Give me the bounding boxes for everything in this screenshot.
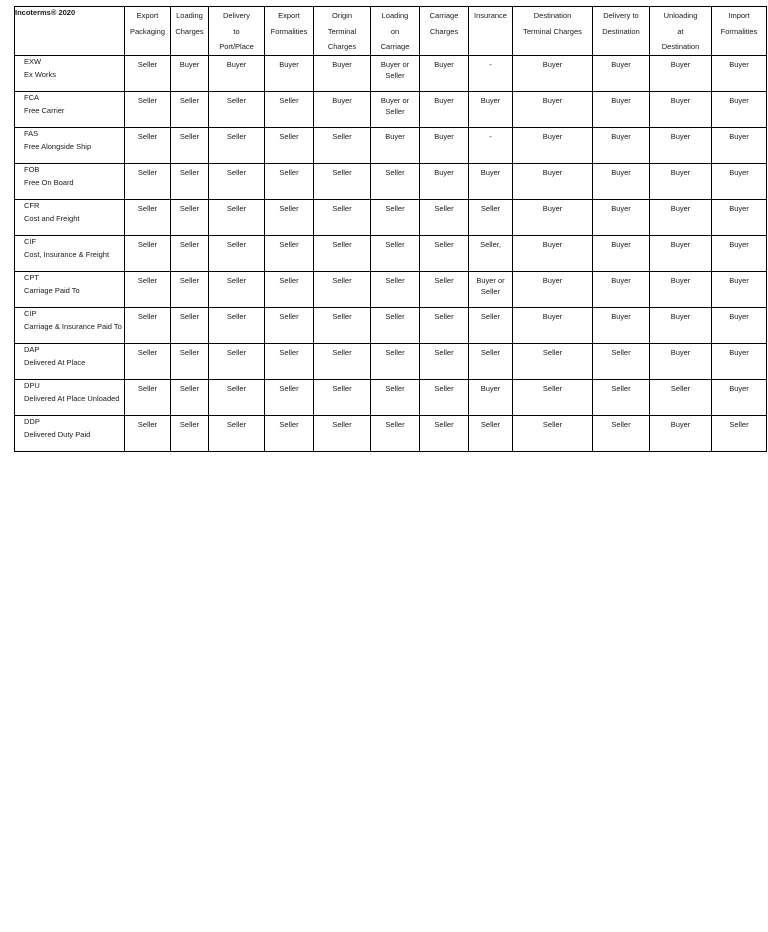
- responsibility-cell: Seller: [371, 271, 420, 307]
- term-cell: [15, 163, 125, 199]
- term-code: FAS: [24, 128, 39, 138]
- responsibility-cell: Seller: [314, 127, 371, 163]
- column-header: [469, 7, 513, 56]
- column-header-line: Unloading: [663, 11, 698, 20]
- column-header: [371, 7, 420, 56]
- responsibility-cell: Seller: [171, 163, 209, 199]
- term-name: Free Carrier: [24, 105, 65, 115]
- responsibility-cell: Seller: [469, 343, 513, 379]
- column-header: [420, 7, 469, 56]
- responsibility-cell: Seller: [469, 307, 513, 343]
- term-code: DPU: [24, 380, 40, 390]
- responsibility-cell: Buyer: [314, 55, 371, 91]
- responsibility-cell: Buyer: [593, 235, 650, 271]
- responsibility-cell: -: [469, 127, 513, 163]
- responsibility-cell: Seller: [125, 91, 171, 127]
- responsibility-cell: Seller: [371, 199, 420, 235]
- responsibility-cell: Seller: [469, 415, 513, 451]
- term-name: Delivered Duty Paid: [24, 429, 91, 439]
- column-header-line: Port/Place: [219, 42, 254, 51]
- responsibility-cell: Seller: [371, 343, 420, 379]
- responsibility-cell: Buyer: [513, 199, 593, 235]
- table-row: [15, 199, 767, 235]
- term-name: Free Alongside Ship: [24, 141, 92, 151]
- responsibility-cell: Seller: [513, 343, 593, 379]
- responsibility-cell: Seller: [171, 307, 209, 343]
- responsibility-cell: Seller: [209, 91, 265, 127]
- responsibility-cell: Seller: [371, 235, 420, 271]
- term-cell: [15, 91, 125, 127]
- responsibility-cell: Seller: [314, 307, 371, 343]
- responsibility-cell: Buyer or Seller: [469, 271, 513, 307]
- term-name: Free On Board: [24, 177, 74, 187]
- responsibility-cell: Seller: [371, 379, 420, 415]
- term-code: CIP: [24, 308, 37, 318]
- responsibility-cell: Seller: [125, 343, 171, 379]
- responsibility-cell: Seller: [265, 163, 314, 199]
- column-header-line: Charges: [175, 26, 204, 36]
- column-header: [125, 7, 171, 56]
- responsibility-cell: Buyer: [712, 55, 767, 91]
- column-header-line: Carriage: [380, 42, 410, 51]
- responsibility-cell: Seller: [171, 343, 209, 379]
- responsibility-cell: Seller: [171, 235, 209, 271]
- incoterms-table: [14, 6, 767, 452]
- responsibility-cell: Seller: [125, 163, 171, 199]
- column-header-line: Destination: [602, 26, 640, 36]
- responsibility-cell: Buyer: [650, 271, 712, 307]
- responsibility-cell: Seller: [209, 271, 265, 307]
- column-header-line: Export: [278, 11, 300, 20]
- responsibility-cell: Seller: [593, 415, 650, 451]
- responsibility-cell: Buyer: [650, 199, 712, 235]
- column-header: [314, 7, 371, 56]
- responsibility-cell: Buyer: [593, 91, 650, 127]
- term-cell: [15, 307, 125, 343]
- responsibility-cell: Buyer: [650, 91, 712, 127]
- responsibility-cell: Seller: [171, 415, 209, 451]
- table-row: [15, 343, 767, 379]
- table-row: [15, 415, 767, 451]
- responsibility-cell: Buyer: [513, 91, 593, 127]
- responsibility-cell: Buyer: [469, 91, 513, 127]
- column-header-line: Carriage: [429, 11, 459, 20]
- responsibility-cell: Seller: [712, 415, 767, 451]
- column-header: [650, 7, 712, 56]
- term-cell: [15, 127, 125, 163]
- term-code: CPT: [24, 272, 39, 282]
- responsibility-cell: Seller: [209, 199, 265, 235]
- column-header-line: Destination: [661, 42, 700, 51]
- responsibility-cell: Seller: [265, 91, 314, 127]
- table-row: [15, 271, 767, 307]
- responsibility-cell: Buyer: [712, 307, 767, 343]
- responsibility-cell: Buyer: [171, 55, 209, 91]
- responsibility-cell: Buyer: [371, 127, 420, 163]
- responsibility-cell: Seller: [420, 199, 469, 235]
- term-code: FOB: [24, 164, 40, 174]
- term-code: DDP: [24, 416, 40, 426]
- column-header-line: on: [390, 26, 400, 36]
- responsibility-cell: Seller: [593, 379, 650, 415]
- responsibility-cell: Seller: [513, 415, 593, 451]
- term-code: CIF: [24, 236, 37, 246]
- responsibility-cell: Seller: [265, 199, 314, 235]
- document-page: [14, 6, 767, 452]
- column-header: [712, 7, 767, 56]
- responsibility-cell: Buyer: [513, 163, 593, 199]
- responsibility-cell: Seller: [371, 415, 420, 451]
- responsibility-cell: Seller: [420, 307, 469, 343]
- responsibility-cell: Buyer: [712, 271, 767, 307]
- responsibility-cell: Seller: [209, 343, 265, 379]
- table-body: [15, 55, 767, 451]
- table-row: [15, 127, 767, 163]
- responsibility-cell: Seller,: [469, 235, 513, 271]
- responsibility-cell: Seller: [314, 343, 371, 379]
- responsibility-cell: Buyer: [420, 91, 469, 127]
- responsibility-cell: Seller: [125, 307, 171, 343]
- responsibility-cell: Seller: [125, 55, 171, 91]
- responsibility-cell: Buyer: [650, 235, 712, 271]
- column-header-line: Formalities: [720, 26, 758, 36]
- column-header: [209, 7, 265, 56]
- responsibility-cell: Buyer: [593, 199, 650, 235]
- responsibility-cell: Seller: [371, 307, 420, 343]
- responsibility-cell: Seller: [420, 415, 469, 451]
- responsibility-cell: Seller: [265, 307, 314, 343]
- responsibility-cell: Seller: [513, 379, 593, 415]
- responsibility-cell: Buyer or Seller: [371, 91, 420, 127]
- term-cell: [15, 235, 125, 271]
- term-name: Cost and Freight: [24, 213, 80, 223]
- responsibility-cell: Buyer: [712, 91, 767, 127]
- term-name: Carriage Paid To: [24, 285, 80, 295]
- responsibility-cell: Seller: [209, 127, 265, 163]
- column-header-line: Delivery: [222, 11, 251, 20]
- term-name: Cost, Insurance & Freight: [24, 249, 110, 259]
- responsibility-cell: Buyer: [650, 55, 712, 91]
- column-header: [171, 7, 209, 56]
- responsibility-cell: Seller: [420, 235, 469, 271]
- column-header-line: at: [677, 26, 684, 36]
- table-row: [15, 163, 767, 199]
- responsibility-cell: Buyer: [265, 55, 314, 91]
- responsibility-cell: Seller: [125, 199, 171, 235]
- term-name: Ex Works: [24, 69, 56, 79]
- responsibility-cell: Buyer: [593, 55, 650, 91]
- responsibility-cell: Buyer or Seller: [371, 55, 420, 91]
- term-cell: [15, 271, 125, 307]
- responsibility-cell: Seller: [265, 379, 314, 415]
- responsibility-cell: Seller: [125, 127, 171, 163]
- term-code: EXW: [24, 56, 42, 66]
- responsibility-cell: Seller: [650, 379, 712, 415]
- column-header-line: Import: [728, 11, 750, 20]
- responsibility-cell: Seller: [171, 199, 209, 235]
- responsibility-cell: Buyer: [420, 55, 469, 91]
- table-row: [15, 307, 767, 343]
- column-header-line: to: [233, 26, 240, 36]
- responsibility-cell: Buyer: [469, 379, 513, 415]
- responsibility-cell: Buyer: [650, 127, 712, 163]
- responsibility-cell: Seller: [314, 379, 371, 415]
- column-header: [593, 7, 650, 56]
- responsibility-cell: Seller: [125, 379, 171, 415]
- header-row: [15, 7, 767, 56]
- term-code: FCA: [24, 92, 39, 102]
- column-header-line: Packaging: [129, 26, 166, 36]
- column-header-line: Export: [136, 11, 159, 20]
- corner-title: Incoterms® 2020: [15, 8, 76, 17]
- responsibility-cell: Buyer: [314, 91, 371, 127]
- column-header-line: Charges: [429, 26, 459, 36]
- column-header: [265, 7, 314, 56]
- responsibility-cell: Buyer: [712, 343, 767, 379]
- responsibility-cell: Seller: [314, 163, 371, 199]
- responsibility-cell: Seller: [209, 307, 265, 343]
- responsibility-cell: Buyer: [712, 235, 767, 271]
- responsibility-cell: Buyer: [712, 379, 767, 415]
- responsibility-cell: Buyer: [712, 127, 767, 163]
- responsibility-cell: Buyer: [650, 163, 712, 199]
- column-header-line: Formalities: [270, 26, 308, 36]
- column-header: [513, 7, 593, 56]
- responsibility-cell: -: [469, 55, 513, 91]
- responsibility-cell: Buyer: [593, 271, 650, 307]
- term-name: Delivered At Place Unloaded: [24, 393, 120, 403]
- term-name: Carriage & Insurance Paid To: [24, 321, 122, 331]
- column-header-line: Charges: [327, 42, 357, 51]
- responsibility-cell: Seller: [265, 343, 314, 379]
- term-cell: [15, 343, 125, 379]
- responsibility-cell: Seller: [209, 235, 265, 271]
- responsibility-cell: Buyer: [650, 415, 712, 451]
- term-name: Delivered At Place: [24, 357, 86, 367]
- responsibility-cell: Seller: [469, 199, 513, 235]
- responsibility-cell: Seller: [265, 127, 314, 163]
- table-row: [15, 91, 767, 127]
- responsibility-cell: Buyer: [593, 307, 650, 343]
- responsibility-cell: Seller: [314, 199, 371, 235]
- term-code: CFR: [24, 200, 40, 210]
- term-code: DAP: [24, 344, 40, 354]
- column-header-line: Insurance: [474, 11, 507, 20]
- column-header-line: Destination: [533, 11, 572, 20]
- column-header-line: Terminal Charges: [523, 26, 582, 36]
- responsibility-cell: Buyer: [209, 55, 265, 91]
- responsibility-cell: Seller: [314, 271, 371, 307]
- term-cell: [15, 199, 125, 235]
- responsibility-cell: Seller: [125, 415, 171, 451]
- term-cell: [15, 415, 125, 451]
- responsibility-cell: Seller: [209, 163, 265, 199]
- responsibility-cell: Seller: [265, 271, 314, 307]
- corner-header: [15, 7, 125, 56]
- responsibility-cell: Buyer: [650, 343, 712, 379]
- responsibility-cell: Buyer: [593, 127, 650, 163]
- column-header-line: Loading: [381, 11, 409, 20]
- responsibility-cell: Seller: [265, 235, 314, 271]
- responsibility-cell: Buyer: [650, 307, 712, 343]
- responsibility-cell: Seller: [593, 343, 650, 379]
- responsibility-cell: Seller: [420, 343, 469, 379]
- responsibility-cell: Seller: [171, 91, 209, 127]
- responsibility-cell: Seller: [265, 415, 314, 451]
- responsibility-cell: Buyer: [712, 163, 767, 199]
- responsibility-cell: Seller: [314, 235, 371, 271]
- responsibility-cell: Seller: [171, 271, 209, 307]
- table-row: [15, 379, 767, 415]
- table-row: [15, 235, 767, 271]
- responsibility-cell: Buyer: [593, 163, 650, 199]
- term-cell: [15, 379, 125, 415]
- column-header-line: Origin: [331, 11, 352, 20]
- responsibility-cell: Seller: [209, 415, 265, 451]
- responsibility-cell: Buyer: [712, 199, 767, 235]
- responsibility-cell: Buyer: [513, 307, 593, 343]
- responsibility-cell: Seller: [171, 379, 209, 415]
- responsibility-cell: Seller: [209, 379, 265, 415]
- responsibility-cell: Seller: [171, 127, 209, 163]
- responsibility-cell: Seller: [125, 235, 171, 271]
- responsibility-cell: Seller: [420, 271, 469, 307]
- responsibility-cell: Buyer: [420, 127, 469, 163]
- responsibility-cell: Buyer: [513, 235, 593, 271]
- responsibility-cell: Seller: [314, 415, 371, 451]
- responsibility-cell: Buyer: [469, 163, 513, 199]
- responsibility-cell: Buyer: [420, 163, 469, 199]
- term-cell: [15, 55, 125, 91]
- responsibility-cell: Seller: [371, 163, 420, 199]
- column-header-line: Terminal: [327, 26, 357, 36]
- responsibility-cell: Seller: [125, 271, 171, 307]
- responsibility-cell: Buyer: [513, 55, 593, 91]
- responsibility-cell: Seller: [420, 379, 469, 415]
- responsibility-cell: Buyer: [513, 127, 593, 163]
- table-row: [15, 55, 767, 91]
- responsibility-cell: Buyer: [513, 271, 593, 307]
- column-header-line: Delivery to: [603, 11, 639, 20]
- column-header-line: Loading: [176, 11, 203, 20]
